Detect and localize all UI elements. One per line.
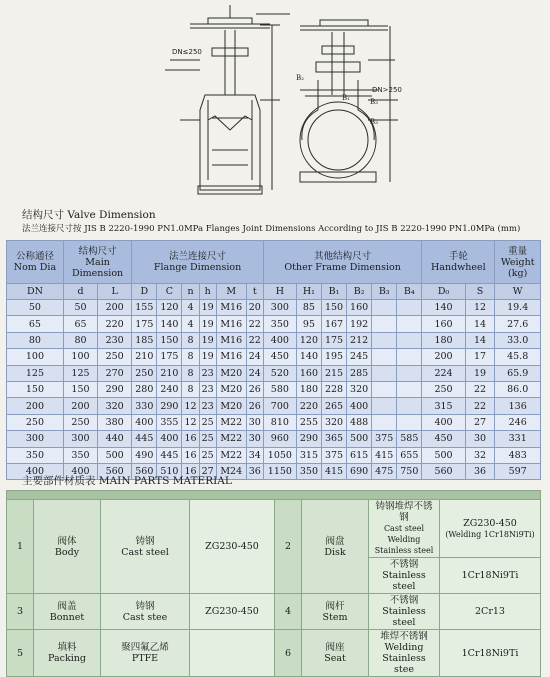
- table-cell: 86.0: [495, 381, 541, 397]
- table-cell: 12: [182, 414, 199, 430]
- table-cell: 175: [321, 332, 346, 348]
- flange-standard-note: 法兰连接尺寸按 JIS B 2220-1990 PN1.0MPa Flanges Joint Dimensions According to JIS B 2220-1990 PN1.0MPa (mm): [22, 224, 521, 234]
- table-cell: 300: [263, 300, 296, 316]
- part-material: 不锈钢 Stainless steel: [369, 594, 440, 630]
- table-cell: M24: [216, 463, 246, 479]
- table-cell: 140: [157, 316, 182, 332]
- column-header: h: [199, 284, 216, 300]
- column-header: DN: [7, 284, 64, 300]
- part-material: 堆焊不锈钢 Welding Stainless stee: [369, 630, 440, 677]
- table-cell: 560: [132, 463, 157, 479]
- column-header: d: [63, 284, 97, 300]
- table-cell: 4: [182, 316, 199, 332]
- table-cell: 30: [246, 431, 263, 447]
- table-cell: 167: [321, 316, 346, 332]
- left-dn-label: DN≤250: [172, 48, 202, 56]
- table-cell: M16: [216, 349, 246, 365]
- table-cell: 750: [397, 463, 422, 479]
- table-cell: 32: [465, 447, 495, 463]
- table-cell: 585: [397, 431, 422, 447]
- table-cell: 700: [263, 398, 296, 414]
- part-grade: [190, 630, 275, 677]
- table-cell: 22: [246, 332, 263, 348]
- table-cell: 510: [157, 463, 182, 479]
- table-cell: 24: [246, 365, 263, 381]
- header-main-dimension: 结构尺寸 Main Dimension: [63, 241, 131, 284]
- table-row: [7, 349, 541, 365]
- table-cell: 100: [7, 349, 64, 365]
- table-cell: 488: [347, 414, 372, 430]
- table-row: [7, 431, 541, 447]
- table-cell: [397, 381, 422, 397]
- part-material: 铸钢 Cast stee: [101, 594, 190, 630]
- part-grade: 1Cr18Ni9Ti: [440, 630, 541, 677]
- table-cell: 23: [199, 398, 216, 414]
- table-cell: [372, 332, 397, 348]
- table-cell: 200: [63, 398, 97, 414]
- table-cell: 400: [157, 431, 182, 447]
- part-grade: 1Cr18Ni9Ti: [440, 558, 541, 594]
- column-header: C: [157, 284, 182, 300]
- table-cell: 655: [397, 447, 422, 463]
- table-cell: 230: [98, 332, 132, 348]
- part-grade: ZG230-450: [190, 594, 275, 630]
- table-cell: 400: [422, 414, 465, 430]
- table-cell: 375: [321, 447, 346, 463]
- part-number: 1: [7, 500, 34, 594]
- part-name: 阀盘 Disk: [302, 500, 369, 594]
- table-cell: 285: [347, 365, 372, 381]
- table-cell: 355: [157, 414, 182, 430]
- table-cell: 50: [63, 300, 97, 316]
- table-cell: 14: [465, 316, 495, 332]
- table-row: [7, 447, 541, 463]
- table-cell: 27.6: [495, 316, 541, 332]
- part-name: 阀杆 Stem: [302, 594, 369, 630]
- part-name: 阀座 Seat: [302, 630, 369, 677]
- table-cell: 1050: [263, 447, 296, 463]
- table-cell: M20: [216, 398, 246, 414]
- column-header: S: [465, 284, 495, 300]
- part-number: 6: [275, 630, 302, 677]
- table-cell: 290: [98, 381, 132, 397]
- table-cell: 445: [157, 447, 182, 463]
- table-cell: 150: [321, 300, 346, 316]
- table-cell: 380: [98, 414, 132, 430]
- table-cell: [397, 414, 422, 430]
- part-name: 阀体 Body: [34, 500, 101, 594]
- table-cell: 560: [98, 463, 132, 479]
- table-cell: 255: [296, 414, 321, 430]
- table-cell: [372, 414, 397, 430]
- table-cell: 26: [246, 381, 263, 397]
- table-cell: 25: [199, 414, 216, 430]
- table-cell: 250: [63, 414, 97, 430]
- table-cell: 246: [495, 414, 541, 430]
- table-cell: 155: [132, 300, 157, 316]
- table-row: [7, 300, 541, 316]
- dimension-title: 结构尺寸 Valve Dimension: [22, 209, 156, 221]
- table-cell: 19: [199, 332, 216, 348]
- table-cell: 50: [7, 300, 64, 316]
- table-cell: 24: [246, 349, 263, 365]
- table-cell: 615: [347, 447, 372, 463]
- table-cell: 300: [7, 431, 64, 447]
- table-cell: 250: [132, 365, 157, 381]
- table-cell: 350: [296, 463, 321, 479]
- table-cell: 245: [347, 349, 372, 365]
- table-cell: 185: [132, 332, 157, 348]
- materials-table: [6, 490, 541, 677]
- part-material: 铸钢 Cast steel: [101, 500, 190, 594]
- bracket-label: B₃: [370, 118, 378, 126]
- header-other-frame-dimension: 其他结构尺寸 Other Frame Dimension: [263, 241, 422, 284]
- table-cell: 331: [495, 431, 541, 447]
- table-cell: 1150: [263, 463, 296, 479]
- part-grade: ZG230-450: [190, 500, 275, 594]
- table-cell: M16: [216, 316, 246, 332]
- table-cell: 215: [321, 365, 346, 381]
- table-cell: [397, 398, 422, 414]
- table-cell: 224: [422, 365, 465, 381]
- table-cell: 320: [321, 414, 346, 430]
- table-cell: 8: [182, 381, 199, 397]
- table-cell: 30: [465, 431, 495, 447]
- table-cell: 12: [182, 398, 199, 414]
- part-number: 5: [7, 630, 34, 677]
- table-cell: 290: [157, 398, 182, 414]
- table-cell: 450: [422, 431, 465, 447]
- column-header: B₃: [372, 284, 397, 300]
- table-cell: 16: [182, 431, 199, 447]
- table-cell: 150: [157, 332, 182, 348]
- column-header: B₁: [321, 284, 346, 300]
- bracket-label: B₁: [342, 94, 350, 102]
- table-cell: M22: [216, 447, 246, 463]
- table-cell: 220: [98, 316, 132, 332]
- header-handwheel: 手轮 Handwheel: [422, 241, 495, 284]
- part-grade: 2Cr13: [440, 594, 541, 630]
- column-header: B₄: [397, 284, 422, 300]
- part-number: 4: [275, 594, 302, 630]
- table-cell: 36: [246, 463, 263, 479]
- table-cell: 14: [465, 332, 495, 348]
- table-cell: 175: [157, 349, 182, 365]
- table-cell: M20: [216, 365, 246, 381]
- table-cell: 330: [132, 398, 157, 414]
- table-cell: 200: [422, 349, 465, 365]
- table-cell: 400: [63, 463, 97, 479]
- table-cell: [397, 316, 422, 332]
- materials-header-bar: [7, 491, 541, 500]
- table-cell: 250: [7, 414, 64, 430]
- table-cell: 95: [296, 316, 321, 332]
- header-flange-dimension: 法兰连接尺寸 Flange Dimension: [132, 241, 264, 284]
- table-cell: 80: [7, 332, 64, 348]
- table-cell: 220: [296, 398, 321, 414]
- part-name: 阀盖 Bonnet: [34, 594, 101, 630]
- table-cell: 250: [98, 349, 132, 365]
- table-row: [7, 398, 541, 414]
- table-cell: 34: [246, 447, 263, 463]
- table-cell: 19: [199, 316, 216, 332]
- table-cell: 320: [347, 381, 372, 397]
- table-cell: 140: [296, 349, 321, 365]
- table-cell: 445: [132, 431, 157, 447]
- column-header: D: [132, 284, 157, 300]
- part-material: 铸钢堆焊不锈钢 Cast steel Welding Stainless steel: [369, 500, 440, 558]
- column-header: L: [98, 284, 132, 300]
- table-cell: 500: [98, 447, 132, 463]
- table-cell: 33.0: [495, 332, 541, 348]
- table-cell: 27: [465, 414, 495, 430]
- table-cell: 23: [199, 365, 216, 381]
- table-cell: 415: [372, 447, 397, 463]
- table-cell: 120: [157, 300, 182, 316]
- table-cell: 400: [263, 332, 296, 348]
- table-cell: 80: [63, 332, 97, 348]
- table-cell: 212: [347, 332, 372, 348]
- table-cell: [372, 300, 397, 316]
- table-cell: 320: [98, 398, 132, 414]
- table-cell: 375: [372, 431, 397, 447]
- table-cell: 300: [63, 431, 97, 447]
- table-cell: 45.8: [495, 349, 541, 365]
- table-cell: 560: [422, 463, 465, 479]
- table-cell: M16: [216, 300, 246, 316]
- table-cell: 280: [132, 381, 157, 397]
- table-cell: 350: [7, 447, 64, 463]
- table-cell: 140: [422, 300, 465, 316]
- table-cell: [372, 349, 397, 365]
- part-number: 3: [7, 594, 34, 630]
- table-cell: [372, 381, 397, 397]
- table-cell: 22: [246, 316, 263, 332]
- table-cell: 160: [347, 300, 372, 316]
- table-cell: 240: [157, 381, 182, 397]
- bracket-label: B₃: [370, 98, 378, 106]
- header-weight: 重量 Weight (kg): [495, 241, 541, 284]
- table-cell: 120: [296, 332, 321, 348]
- table-cell: 19.4: [495, 300, 541, 316]
- table-cell: 400: [132, 414, 157, 430]
- table-cell: [397, 300, 422, 316]
- column-header: H: [263, 284, 296, 300]
- table-cell: 19: [199, 300, 216, 316]
- table-cell: 520: [263, 365, 296, 381]
- table-cell: 192: [347, 316, 372, 332]
- table-row: [7, 365, 541, 381]
- valve-drawing: [0, 0, 550, 200]
- part-grade: ZG230-450 (Welding 1Cr18Ni9Ti): [440, 500, 541, 558]
- column-header: t: [246, 284, 263, 300]
- table-cell: 8: [182, 332, 199, 348]
- column-header: H₁: [296, 284, 321, 300]
- materials-title: 主要部件材质表 MAIN PARTS MATERIAL: [22, 475, 232, 487]
- table-cell: 12: [465, 300, 495, 316]
- table-cell: 17: [465, 349, 495, 365]
- table-cell: M20: [216, 381, 246, 397]
- table-cell: 125: [63, 365, 97, 381]
- table-cell: 100: [63, 349, 97, 365]
- header-nom-dia: 公称通径 Nom Dia: [7, 241, 64, 284]
- table-cell: 22: [465, 398, 495, 414]
- table-cell: 160: [296, 365, 321, 381]
- part-material: 聚四氟乙烯 PTFE: [101, 630, 190, 677]
- table-cell: 23: [199, 381, 216, 397]
- table-cell: 580: [263, 381, 296, 397]
- part-number: 2: [275, 500, 302, 594]
- table-cell: [397, 365, 422, 381]
- table-cell: 65: [63, 316, 97, 332]
- table-cell: 350: [263, 316, 296, 332]
- table-cell: 290: [296, 431, 321, 447]
- table-cell: 19: [199, 349, 216, 365]
- table-cell: 365: [321, 431, 346, 447]
- table-cell: 500: [347, 431, 372, 447]
- table-cell: 195: [321, 349, 346, 365]
- table-cell: 210: [157, 365, 182, 381]
- table-cell: 210: [132, 349, 157, 365]
- part-material: 不锈钢 Stainless steel: [369, 558, 440, 594]
- table-cell: 20: [246, 300, 263, 316]
- column-header: n: [182, 284, 199, 300]
- table-cell: 315: [422, 398, 465, 414]
- table-cell: [397, 332, 422, 348]
- column-header: M: [216, 284, 246, 300]
- table-cell: 400: [7, 463, 64, 479]
- table-row: [7, 381, 541, 397]
- table-cell: 960: [263, 431, 296, 447]
- table-cell: 16: [182, 463, 199, 479]
- dimension-table: [6, 240, 541, 480]
- table-cell: 597: [495, 463, 541, 479]
- table-cell: 150: [63, 381, 97, 397]
- table-cell: 125: [7, 365, 64, 381]
- table-cell: 490: [132, 447, 157, 463]
- table-cell: [372, 365, 397, 381]
- table-cell: 160: [422, 316, 465, 332]
- table-cell: 25: [199, 431, 216, 447]
- table-cell: 450: [263, 349, 296, 365]
- table-cell: 500: [422, 447, 465, 463]
- table-cell: 315: [296, 447, 321, 463]
- table-cell: 175: [132, 316, 157, 332]
- table-cell: M16: [216, 332, 246, 348]
- table-cell: 25: [199, 447, 216, 463]
- table-cell: M22: [216, 431, 246, 447]
- table-cell: 180: [296, 381, 321, 397]
- table-cell: 26: [246, 398, 263, 414]
- table-cell: 475: [372, 463, 397, 479]
- table-cell: 265: [321, 398, 346, 414]
- column-header: D₀: [422, 284, 465, 300]
- table-cell: 30: [246, 414, 263, 430]
- table-cell: 350: [63, 447, 97, 463]
- table-cell: 8: [182, 365, 199, 381]
- part-name: 填料 Packing: [34, 630, 101, 677]
- table-cell: 27: [199, 463, 216, 479]
- table-cell: 85: [296, 300, 321, 316]
- bracket-label: B₂: [296, 74, 304, 82]
- table-cell: 150: [7, 381, 64, 397]
- table-row: [7, 316, 541, 332]
- column-header: W: [495, 284, 541, 300]
- table-row: [7, 414, 541, 430]
- table-cell: 136: [495, 398, 541, 414]
- table-cell: 22: [465, 381, 495, 397]
- table-cell: 228: [321, 381, 346, 397]
- table-cell: [372, 316, 397, 332]
- table-cell: 810: [263, 414, 296, 430]
- table-cell: 4: [182, 300, 199, 316]
- table-cell: [372, 398, 397, 414]
- table-cell: 250: [422, 381, 465, 397]
- column-header: B₂: [347, 284, 372, 300]
- table-cell: 200: [98, 300, 132, 316]
- table-row: [7, 332, 541, 348]
- table-cell: 16: [182, 447, 199, 463]
- table-cell: M22: [216, 414, 246, 430]
- table-cell: 200: [7, 398, 64, 414]
- table-cell: 65: [7, 316, 64, 332]
- table-cell: 36: [465, 463, 495, 479]
- table-cell: 65.9: [495, 365, 541, 381]
- table-cell: 19: [465, 365, 495, 381]
- table-cell: 270: [98, 365, 132, 381]
- table-cell: 415: [321, 463, 346, 479]
- table-cell: 483: [495, 447, 541, 463]
- table-cell: 8: [182, 349, 199, 365]
- table-cell: [397, 349, 422, 365]
- table-cell: 440: [98, 431, 132, 447]
- right-dn-label: DN>250: [372, 86, 402, 94]
- table-cell: 690: [347, 463, 372, 479]
- table-cell: 180: [422, 332, 465, 348]
- table-cell: 400: [347, 398, 372, 414]
